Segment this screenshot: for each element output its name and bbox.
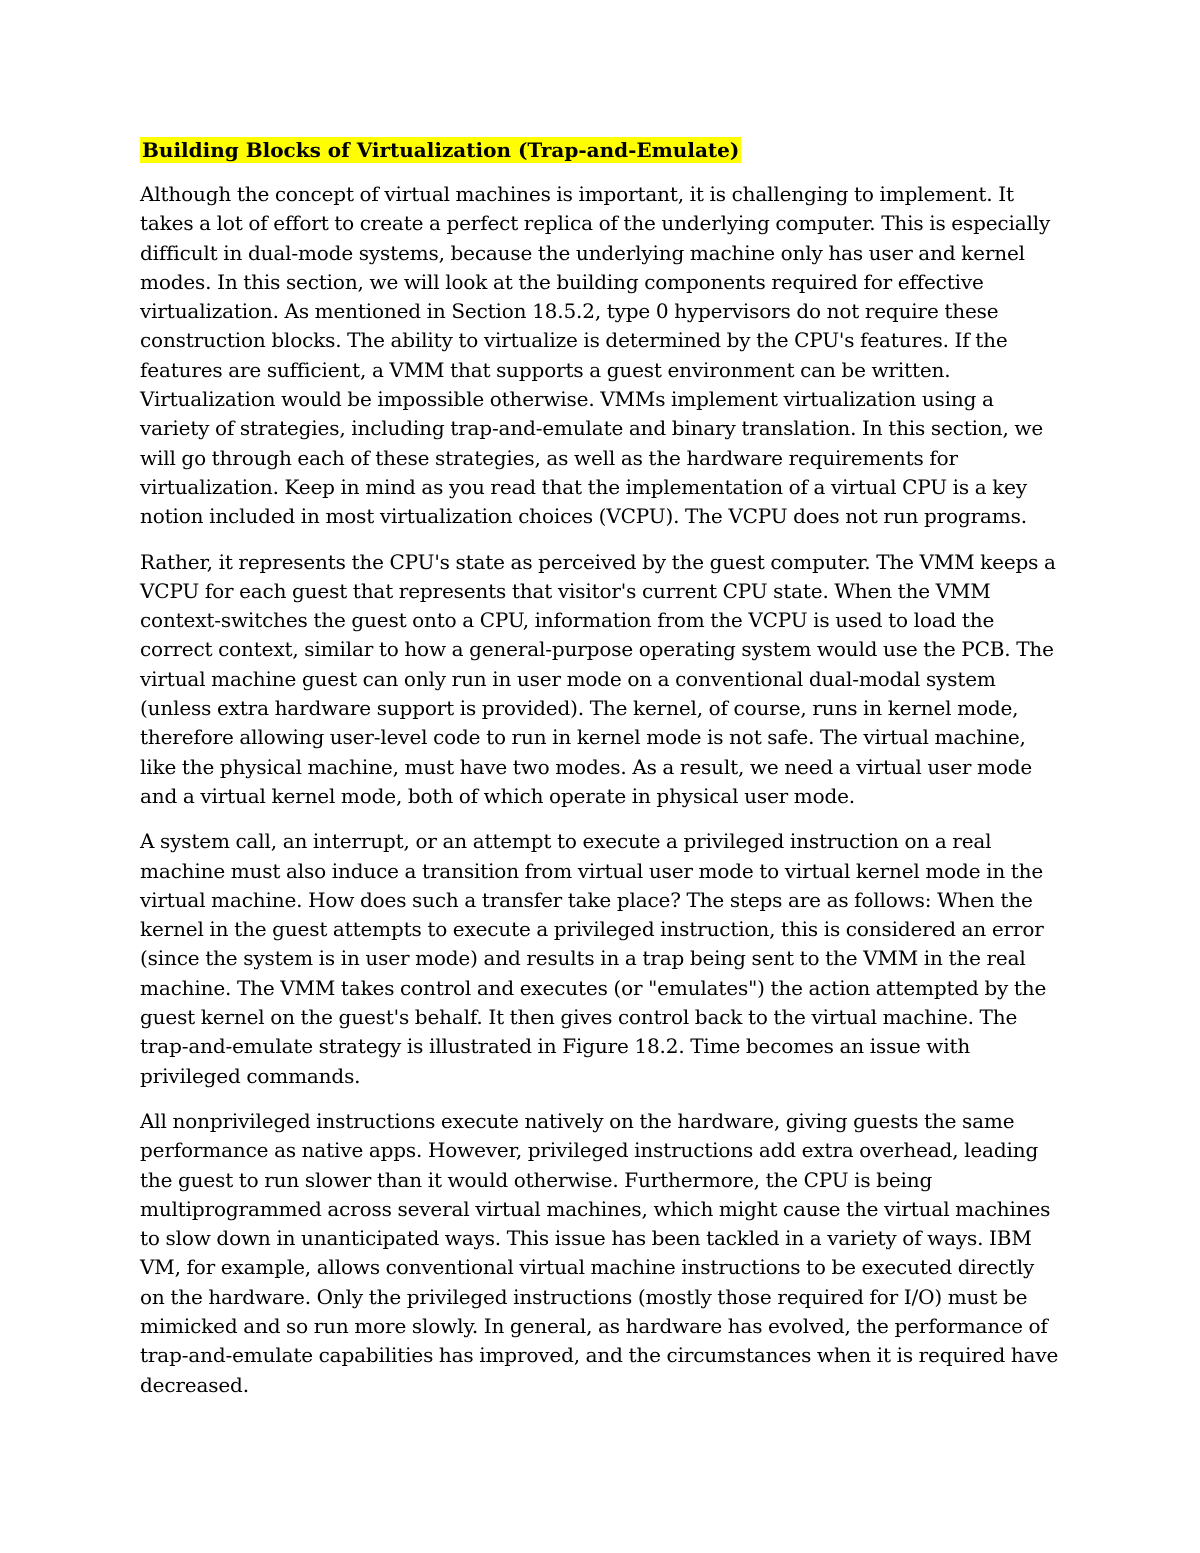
heading-highlight: Building Blocks of Virtualization (Trap-and-Emulate) (142, 138, 740, 162)
paragraph-1: Although the concept of virtual machines is important, it is challenging to implement. It takes a lot of effort to create a perfect replica of the underlying computer. This is especially difficult in dual-mode systems, because the underlying machine only has user and kernel modes. In this section, we will look at the building components required for effective virtualization. As mentioned in Section 18.5.2, type 0 hypervisors do not require these construction blocks. The ability to virtualize is determined by the CPU's features. If the features are sufficient, a VMM that supports a guest environment can be written. Virtualization would be impossible otherwise. VMMs implement virtualization using a variety of strategies, including trap-and-emulate and binary translation. In this section, we will go through each of these strategies, as well as the hardware requirements for virtualization. Keep in mind as you read that the implementation of a virtual CPU is a key notion included in most virtualization choices (VCPU). The VCPU does not run programs. (140, 182, 1051, 529)
section-heading (140, 136, 1062, 165)
paragraph-4: All nonprivileged instructions execute natively on the hardware, giving guests the same performance as native apps. However, privileged instructions add extra overhead, leading the guest to run slower than it would otherwise. Furthermore, the CPU is being multiprogrammed across several virtual machines, which might cause the virtual machines to slow down in unanticipated ways. This issue has been tackled in a variety of ways. IBM VM, for example, allows conventional virtual machine instructions to be executed directly on the hardware. Only the privileged instructions (mostly those required for I/O) must be mimicked and so run more slowly. In general, as hardware has evolved, the performance of trap-and-emulate capabilities has improved, and the circumstances when it is required have decreased. (140, 1108, 1059, 1397)
paragraph-3: A system call, an interrupt, or an attempt to execute a privileged instruction on a real machine must also induce a transition from virtual user mode to virtual kernel mode in the virtual machine. How does such a transfer take place? The steps are as follows: When the kernel in the guest attempts to execute a privileged instruction, this is considered an error (since the system is in user mode) and results in a trap being sent to the VMM in the real machine. The VMM takes control and executes (or "emulates") the action attempted by the guest kernel on the guest's behalf. It then gives control back to the virtual machine. The trap-and-emulate strategy is illustrated in Figure 18.2. Time becomes an issue with privileged commands. (140, 829, 1047, 1088)
document-body (140, 136, 1062, 1416)
paragraph-2: Rather, it represents the CPU's state as perceived by the guest computer. The VMM keeps a VCPU for each guest that represents that visitor's current CPU state. When the VMM context-switches the guest onto a CPU, information from the VCPU is used to load the correct context, similar to how a general-purpose operating system would use the PCB. The virtual machine guest can only run in user mode on a conventional dual-modal system (unless extra hardware support is provided). The kernel, of course, runs in kernel mode, therefore allowing user-level code to run in kernel mode is not safe. The virtual machine, like the physical machine, must have two modes. As a result, we need a virtual user mode and a virtual kernel mode, both of which operate in physical user mode. (140, 549, 1056, 808)
